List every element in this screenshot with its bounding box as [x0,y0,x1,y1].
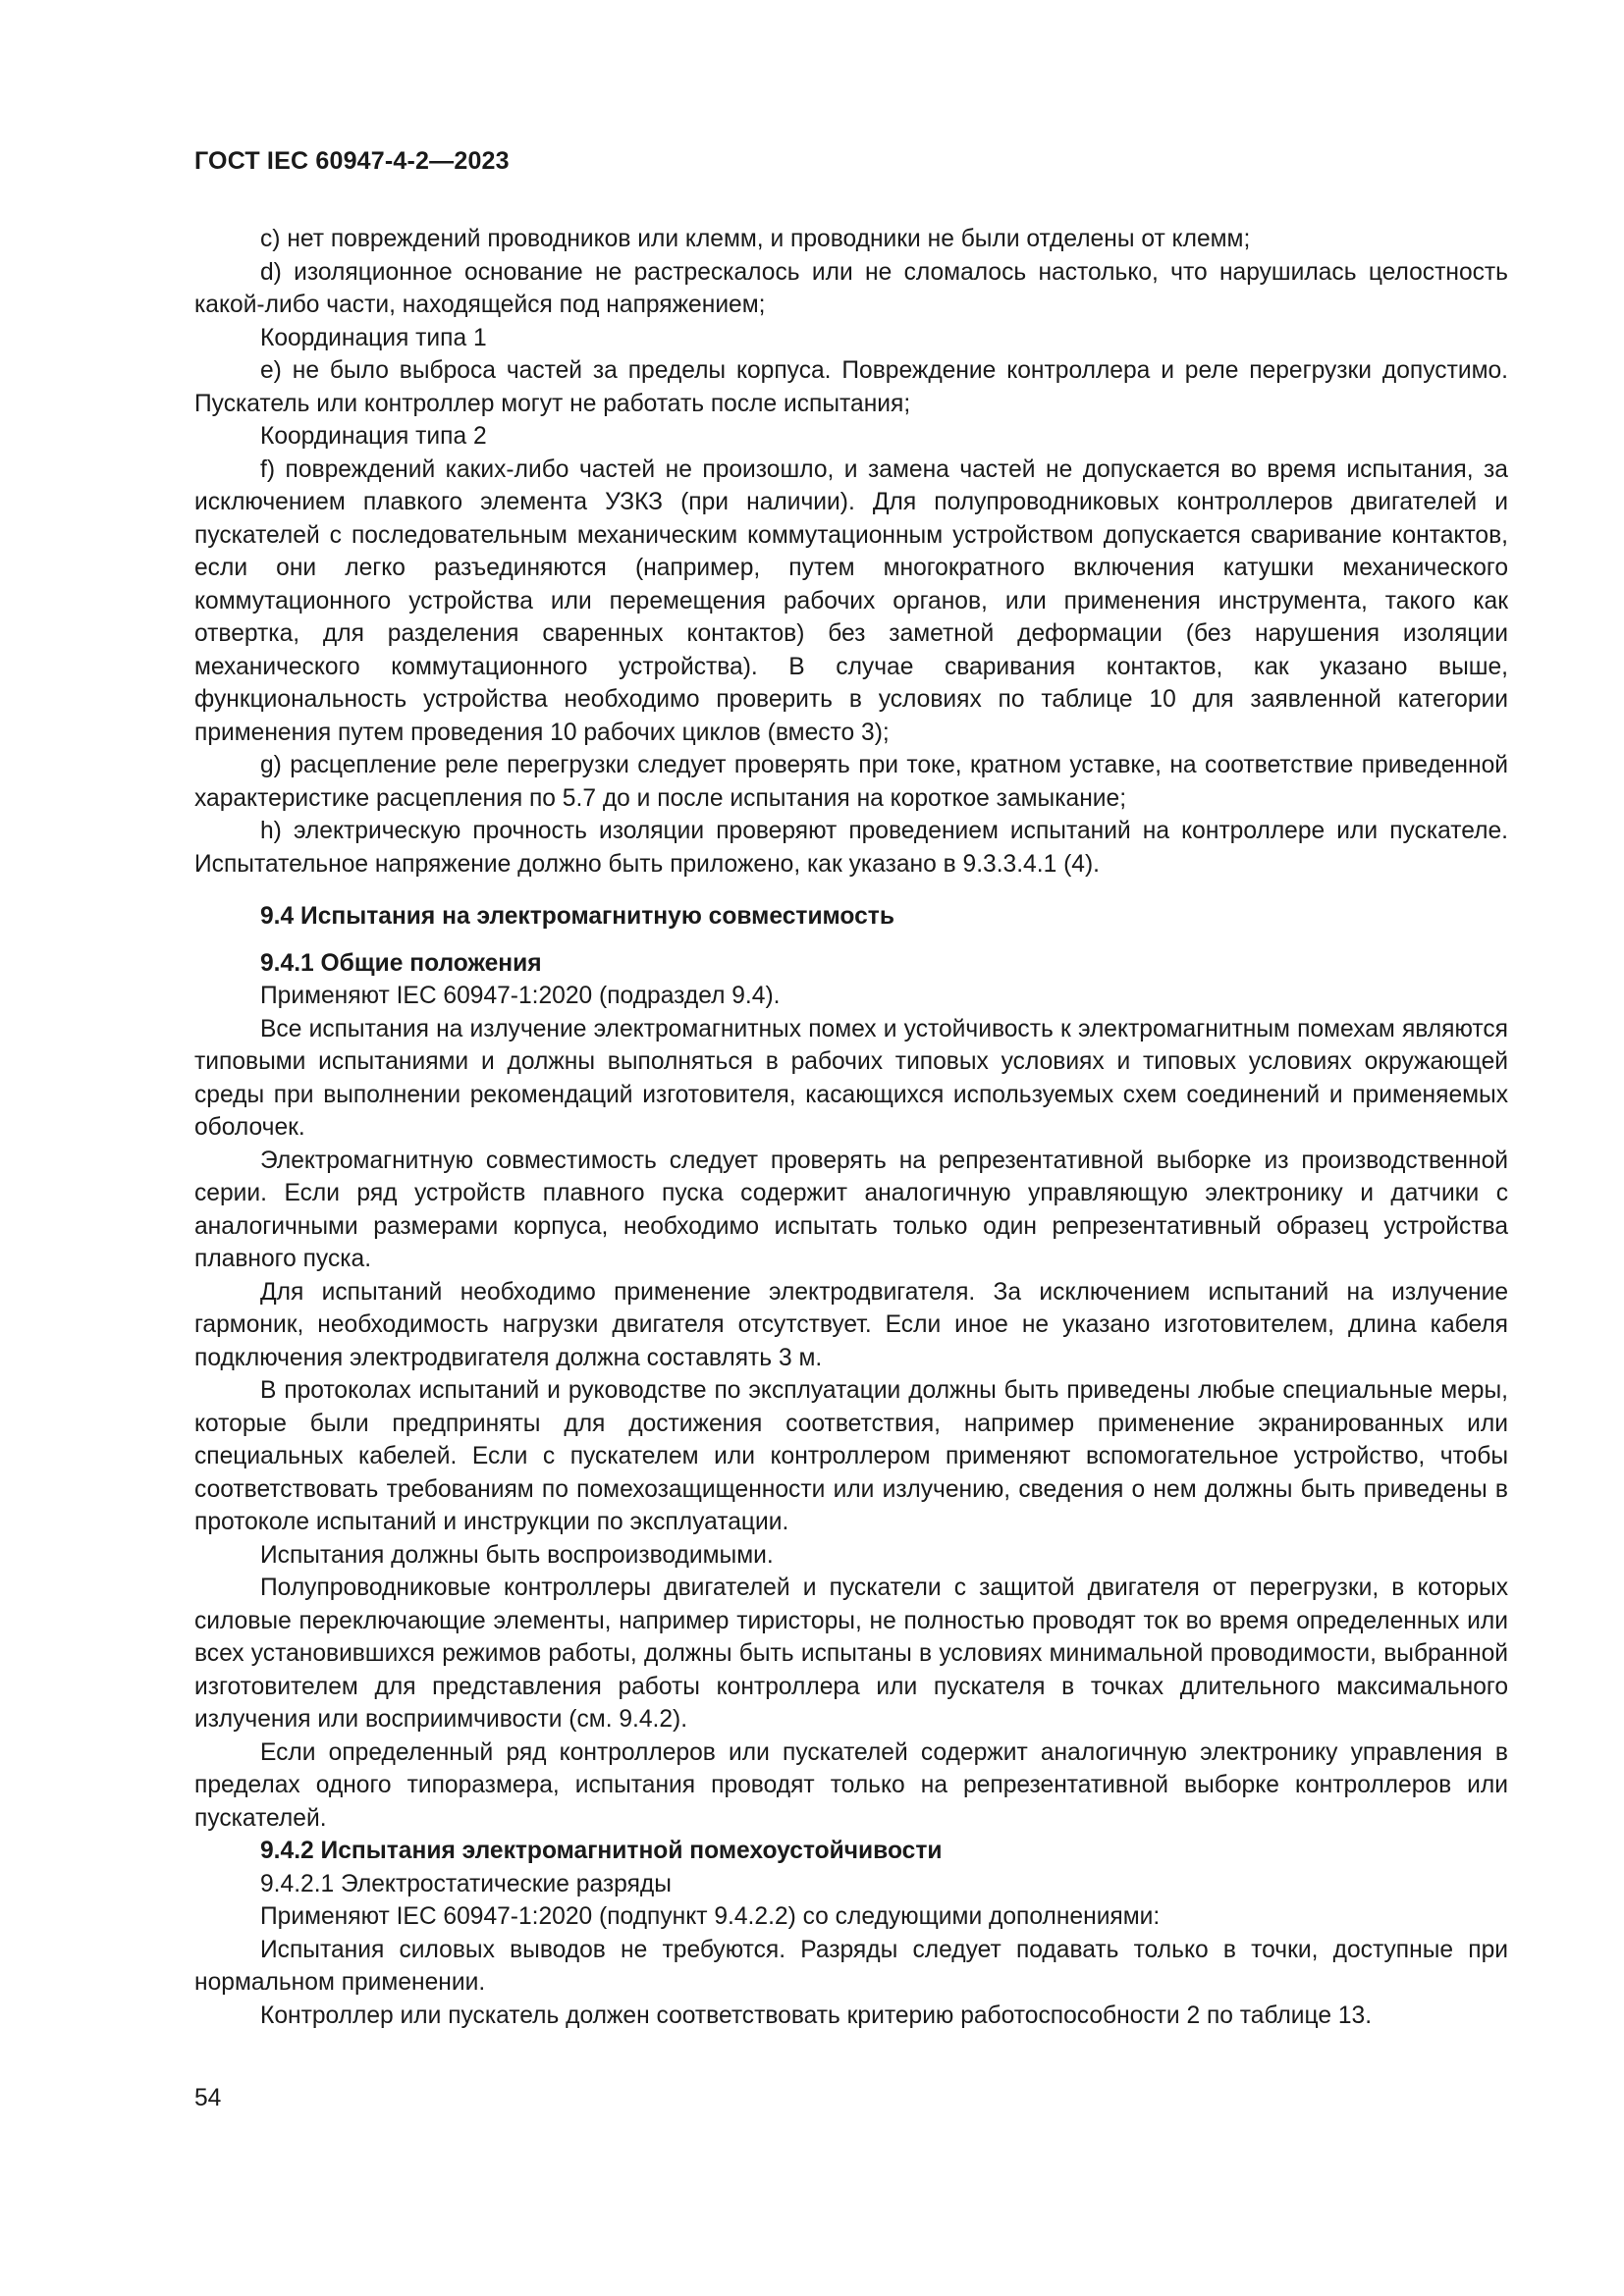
paragraph: 9.4.2.1 Электростатические разряды [260,1870,672,1897]
paragraph: Электромагнитную совместимость следует проверять на репрезентативной выборке из производственной серии. Если ряд устройств плавного пуска содержит аналогичную управляющую электронику и датчики с аналогичными размерами корпуса, необходимо испытать только один репрезентативный образец устройства плавного пуска. [194,1147,1508,1272]
paragraph: Применяют IEC 60947-1:2020 (подпункт 9.4.2.2) со следующими дополнениями: [260,1903,1161,1930]
paragraph: Все испытания на излучение электромагнитных помех и устойчивость к электромагнитным помехам являются типовыми испытаниями и должны выполняться в рабочих типовых условиях и типовых условиях окружающей среды при выполнении рекомендаций изготовителя, касающихся используемых схем соединений и применяемых оболочек. [194,1015,1508,1141]
subsection-heading: 9.4.2 Испытания электромагнитной помехоустойчивости [260,1838,943,1864]
page-number: 54 [194,2085,222,2111]
paragraph: g) расцепление реле перегрузки следует проверять при токе, кратном уставке, на соответствие приведенной характеристике расцепления по 5.7 до и после испытания на короткое замыкание; [194,752,1508,812]
paragraph: Применяют IEC 60947-1:2020 (подраздел 9.4). [260,983,781,1009]
paragraph: Если определенный ряд контроллеров или пускателей содержит аналогичную электронику управления в пределах одного типоразмера, испытания проводят только на репрезентативной выборке контроллеров или пускателей. [194,1738,1508,1832]
paragraph: Полупроводниковые контроллеры двигателей и пускатели с защитой двигателя от перегрузки, в которых силовые переключающие элементы, например тиристоры, не полностью проводят ток во время определенных или всех установившихся режимов работы, должны быть испытаны в условиях минимальной проводимости, выбранной изготовителем для представления работы контроллера или пускателя в точках длительного максимального излучения или восприимчивости (см. 9.4.2). [194,1575,1508,1733]
paragraph: Координация типа 2 [260,423,487,450]
paragraph: Контроллер или пускатель должен соответствовать критерию работоспособности 2 по таблице 13. [260,2002,1373,2029]
paragraph: e) не было выброса частей за пределы корпуса. Повреждение контроллера и реле перегрузки допустимо. Пускатель или контроллер могут не работать после испытания; [194,357,1508,417]
paragraph: Испытания силовых выводов не требуются. Разряды следует подавать только в точки, доступные при нормальном применении. [194,1936,1508,1996]
paragraph: d) изоляционное основание не растрескалось или не сломалось настолько, что нарушилась целостность какой-либо части, находящейся под напряжением; [194,258,1508,318]
document-header: ГОСТ IEC 60947-4-2—2023 [194,147,510,175]
paragraph: Для испытаний необходимо применение электродвигателя. За исключением испытаний на излучение гармоник, необходимость нагрузки двигателя отсутствует. Если иное не указано изготовителем, длина кабеля подключения электродвигателя должна составлять 3 м. [194,1278,1508,1371]
paragraph: В протоколах испытаний и руководстве по эксплуатации должны быть приведены любые специальные меры, которые были предприняты для достижения соответствия, например применение экранированных или специальных кабелей. Если с пускателем или контроллером применяют вспомогательное устройство, чтобы соответствовать требованиям по помехозащищенности или излучению, сведения о нем должны быть приведены в протоколе испытаний и инструкции по эксплуатации. [194,1377,1508,1535]
subsection-heading: 9.4.1 Общие положения [260,949,542,977]
paragraph: h) электрическую прочность изоляции проверяют проведением испытаний на контроллере или пускателе. Испытательное напряжение должно быть приложено, как указано в 9.3.3.4.1 (4). [194,818,1508,878]
paragraph: f) повреждений каких-либо частей не произошло, и замена частей не допускается во время испытания, за исключением плавкого элемента УЗКЗ (при наличии). Для полупроводниковых контроллеров двигателей и пускателей с последовательным механическим коммутационным устройством допускается сваривание контактов, если они легко разъединяются (например, путем многократного включения катушки механического коммутационного устройства или перемещения рабочих органов, или применения инструмента, такого как отвертка, для разделения сваренных контактов) без заметной деформации (без нарушения изоляции механического коммутационного устройства). В случае сваривания контактов, как указано выше, функциональность устройства необходимо проверить в условиях по таблице 10 для заявленной категории применения путем проведения 10 рабочих циклов (вместо 3); [194,455,1508,746]
document-body [194,223,1508,2032]
paragraph: Испытания должны быть воспроизводимыми. [260,1541,774,1569]
section-heading: 9.4 Испытания на электромагнитную совместимость [260,903,894,930]
paragraph: c) нет повреждений проводников или клемм, и проводники не были отделены от клемм; [260,226,1251,252]
paragraph: Координация типа 1 [260,324,487,351]
